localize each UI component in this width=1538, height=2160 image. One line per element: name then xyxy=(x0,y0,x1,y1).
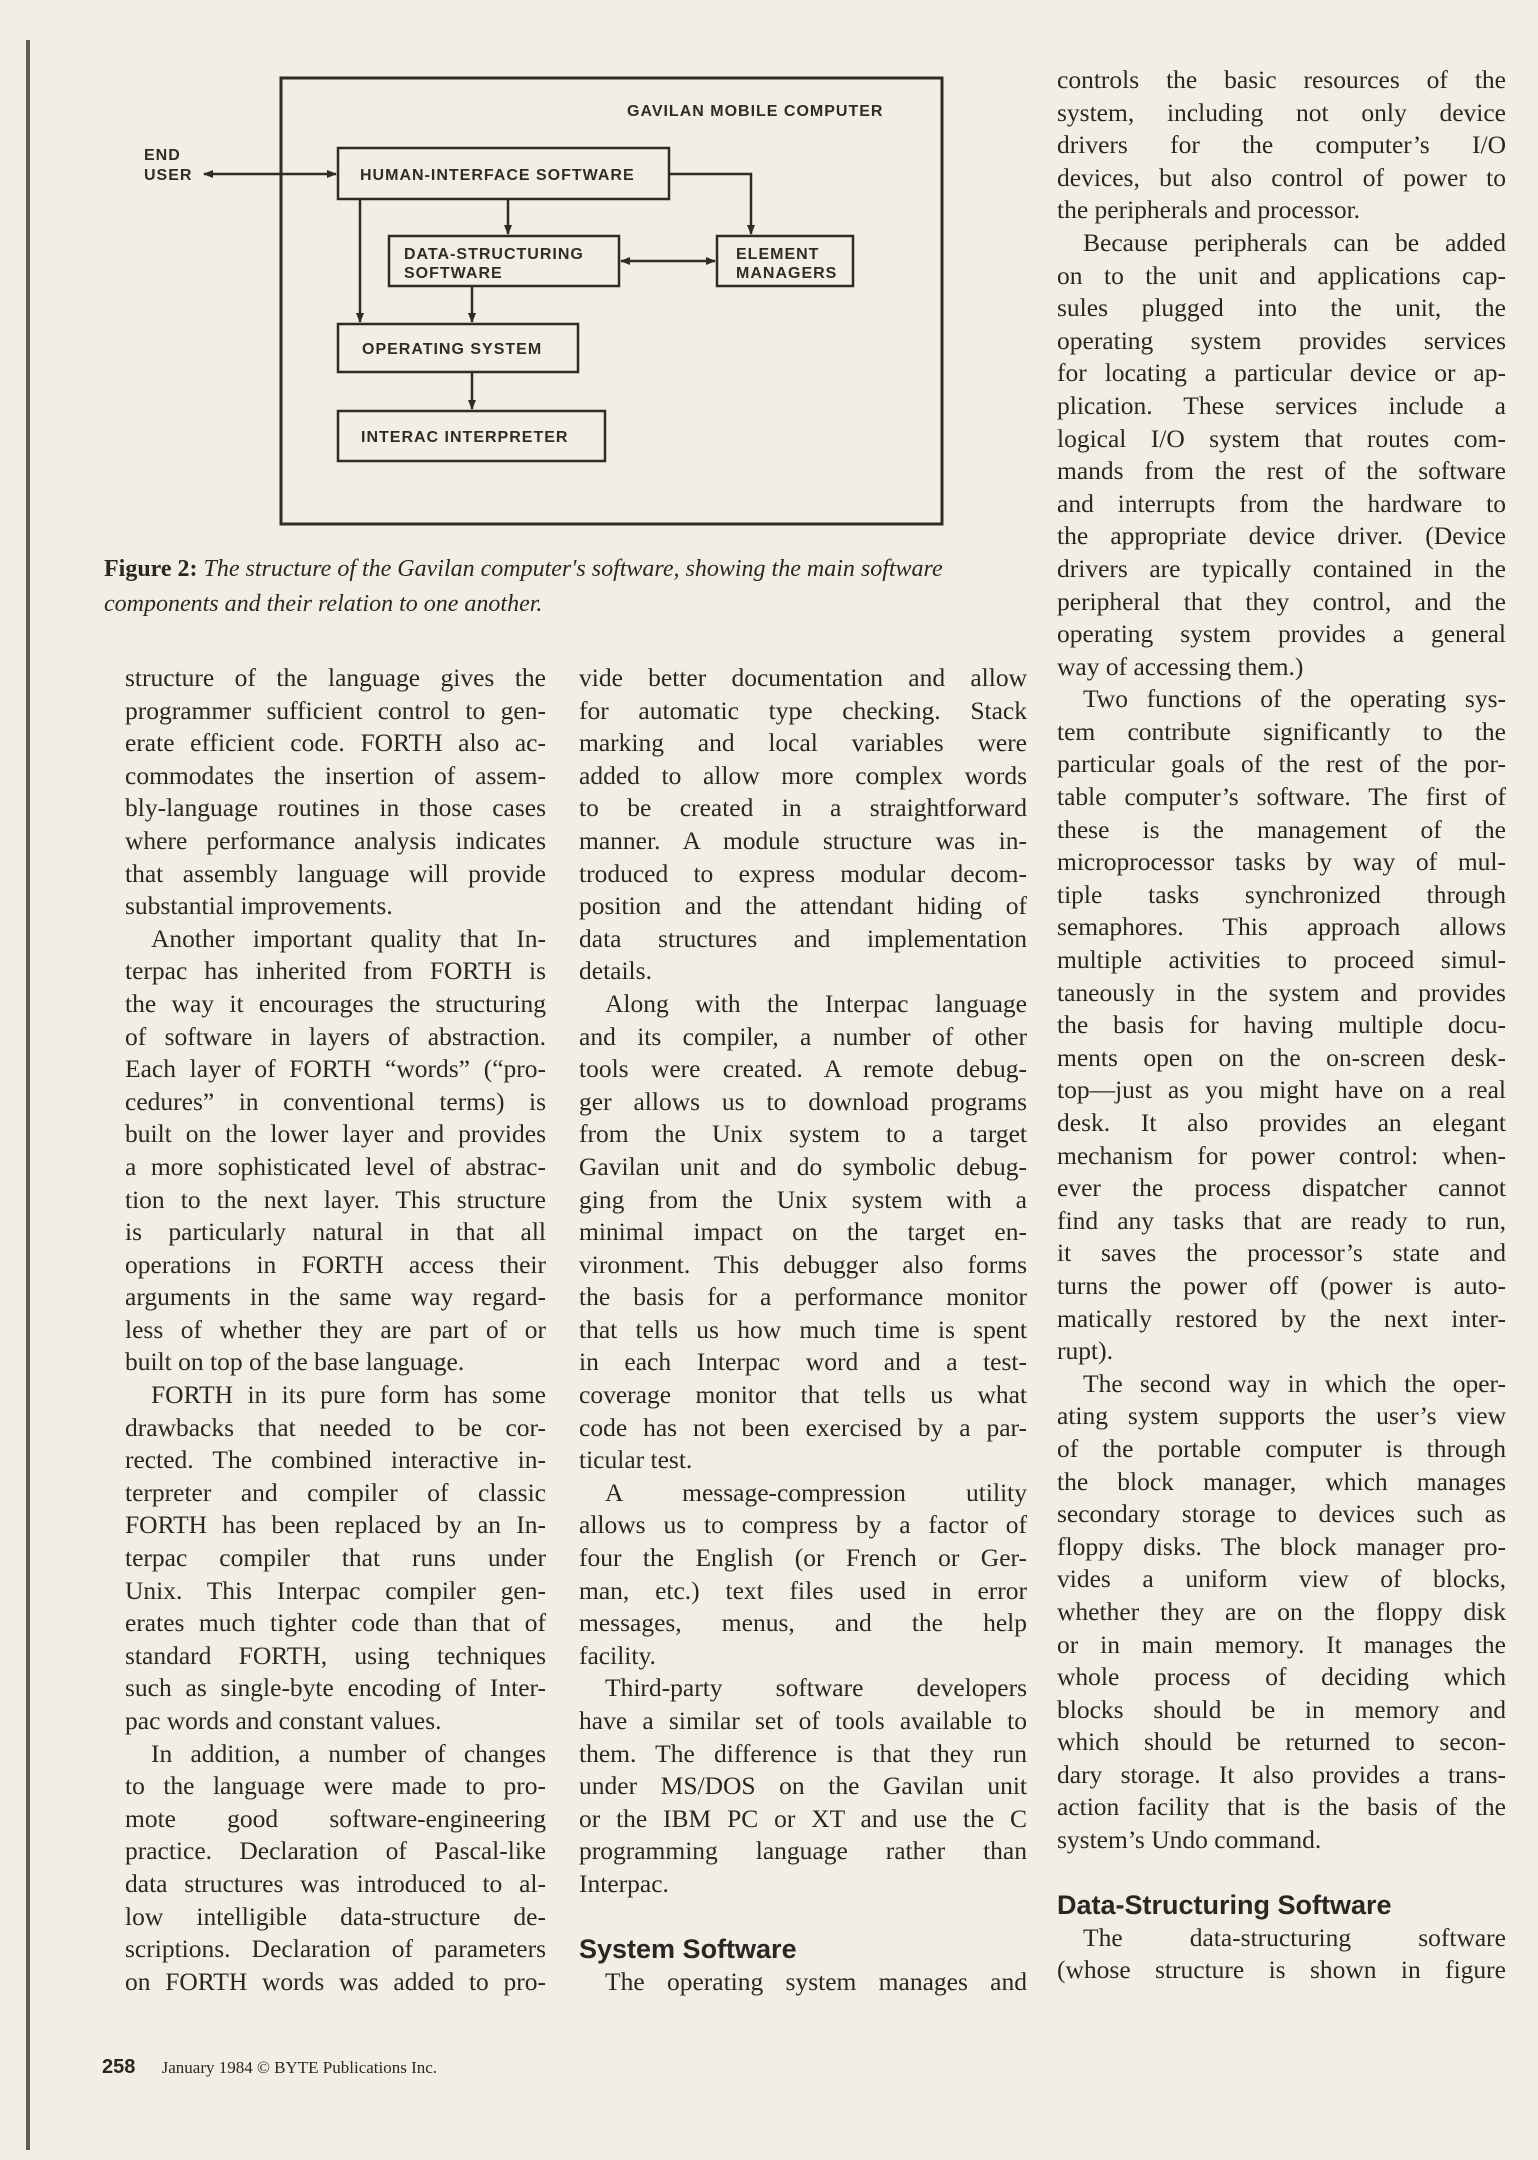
text-line: devices, but also control of power to xyxy=(1057,162,1506,192)
text-line: controls the basic resources of the xyxy=(1057,65,1506,94)
text-line: ger allows us to download programs xyxy=(579,1086,1027,1116)
spacer xyxy=(579,1901,1027,1934)
text-line: on FORTH words was added to pro- xyxy=(125,1966,546,1996)
text-line: peripheral that they control, and the xyxy=(1057,586,1506,616)
paragraph xyxy=(579,662,1027,988)
text-line: substantial improvements. xyxy=(125,891,393,921)
text-line: from the Unix system to a target xyxy=(579,1119,1027,1149)
data-structuring-label: SOFTWARE xyxy=(404,265,503,282)
text-line: it saves the processor’s state and xyxy=(1057,1238,1506,1268)
text-line: desk. It also provides an elegant xyxy=(1057,1108,1506,1137)
paragraph xyxy=(125,1379,546,1738)
text-line: minimal impact on the target en- xyxy=(579,1217,1027,1247)
text-line: Along with the Interpac language xyxy=(605,988,1027,1018)
paragraph xyxy=(579,1477,1027,1673)
text-line: code has not been exercised by a par- xyxy=(579,1412,1027,1442)
text-line: to be created in a straightforward xyxy=(579,793,1027,823)
text-line: position and the attendant hiding of xyxy=(579,891,1027,921)
paragraph xyxy=(125,662,546,923)
spacer xyxy=(1057,1857,1506,1890)
text-line: FORTH in its pure form has some xyxy=(151,1380,546,1410)
text-line: rected. The combined interactive in- xyxy=(125,1445,546,1475)
text-line: The operating system manages and xyxy=(605,1966,1027,1996)
text-line: have a similar set of tools available to xyxy=(579,1706,1027,1735)
text-line: mands from the rest of the software xyxy=(1057,456,1506,486)
text-line: turns the power off (power is auto- xyxy=(1057,1270,1506,1300)
text-line: Another important quality that In- xyxy=(151,923,546,953)
text-line: The data-structuring software xyxy=(1083,1922,1506,1952)
element-managers-label: ELEMENT xyxy=(736,246,820,263)
text-line: erate efficient code. FORTH also ac- xyxy=(125,728,546,758)
text-line: whole process of deciding which xyxy=(1057,1662,1506,1692)
text-line: multiple activities to proceed simul- xyxy=(1057,945,1506,975)
text-line: sules plugged into the unit, the xyxy=(1057,293,1506,323)
text-line: find any tasks that are ready to run, xyxy=(1057,1205,1506,1235)
text-line: mote good software-engineering xyxy=(125,1803,546,1833)
paragraph xyxy=(579,1672,1027,1900)
text-line: system, including not only device xyxy=(1057,97,1506,127)
diagram-title: GAVILAN MOBILE COMPUTER xyxy=(627,103,884,120)
paragraph xyxy=(1057,1368,1506,1857)
text-line: programming language rather than xyxy=(579,1836,1027,1866)
text-line: manner. A module structure was in- xyxy=(579,825,1027,855)
text-line: or the IBM PC or XT and use the C xyxy=(579,1803,1027,1833)
text-line: these is the management of the xyxy=(1057,814,1506,844)
text-line: allows us to compress by a factor of xyxy=(579,1510,1027,1540)
text-line: coverage monitor that tells us what xyxy=(579,1380,1027,1410)
text-line: structure of the language gives the xyxy=(125,663,546,692)
text-line: pac words and constant values. xyxy=(125,1706,442,1735)
text-line: vironment. This debugger also forms xyxy=(579,1249,1027,1279)
text-line: man, etc.) text files used in error xyxy=(579,1575,1027,1605)
paragraph xyxy=(1057,227,1506,683)
text-line: particular goals of the rest of the por- xyxy=(1057,749,1506,779)
paragraph xyxy=(125,1738,546,1999)
paragraph xyxy=(1057,1922,1506,1987)
data-structuring-label: DATA-STRUCTURING xyxy=(404,246,584,263)
text-line: that assembly language will provide xyxy=(125,858,546,888)
human-interface-label: HUMAN-INTERFACE SOFTWARE xyxy=(360,167,635,184)
text-line: way of accessing them.) xyxy=(1057,651,1304,681)
text-line: A message-compression utility xyxy=(605,1477,1027,1507)
text-line: facility. xyxy=(579,1640,656,1670)
text-line: tem contribute significantly to the xyxy=(1057,716,1506,746)
text-line: marking and local variables were xyxy=(579,728,1027,758)
paragraph xyxy=(579,988,1027,1477)
text-line: bly-language routines in those cases xyxy=(125,793,546,823)
text-line: semaphores. This approach allows xyxy=(1057,912,1506,942)
text-line: troduced to express modular decom- xyxy=(579,858,1027,888)
figure-caption xyxy=(104,552,1044,622)
text-line: drivers for the computer’s I/O xyxy=(1057,130,1506,160)
text-line: of software in layers of abstraction. xyxy=(125,1021,546,1051)
text-line: mechanism for power control: when- xyxy=(1057,1140,1506,1170)
text-line: terpac has inherited from FORTH is xyxy=(125,956,546,986)
text-line: Because peripherals can be added xyxy=(1083,227,1506,257)
text-line: system’s Undo command. xyxy=(1057,1825,1322,1855)
text-line: tools were created. A remote debug- xyxy=(579,1054,1027,1084)
hif-to-element-arrow xyxy=(669,174,751,234)
text-line: where performance analysis indicates xyxy=(125,825,546,855)
gavilan-computer-boundary xyxy=(281,78,942,524)
text-line: built on top of the base language. xyxy=(125,1347,465,1377)
text-line: (whose structure is shown in figure xyxy=(1057,1955,1506,1985)
text-line: the appropriate device driver. (Device xyxy=(1057,521,1506,551)
text-line: standard FORTH, using techniques xyxy=(125,1640,546,1670)
paragraph xyxy=(1057,64,1506,227)
text-line: operating system provides a general xyxy=(1057,619,1506,649)
text-line: low intelligible data-structure de- xyxy=(125,1901,546,1931)
text-line: under MS/DOS on the Gavilan unit xyxy=(579,1771,1027,1801)
section-heading: System Software xyxy=(579,1934,797,1965)
text-line: data structures was introduced to al- xyxy=(125,1868,546,1898)
text-line: Gavilan unit and do symbolic debug- xyxy=(579,1151,1027,1181)
text-line: Unix. This Interpac compiler gen- xyxy=(125,1575,546,1605)
text-line: for locating a particular device or ap- xyxy=(1057,358,1506,388)
text-line: built on the lower layer and provides xyxy=(125,1119,546,1149)
text-line: dary storage. It also provides a trans- xyxy=(1057,1759,1506,1789)
text-line: drawbacks that needed to be cor- xyxy=(125,1412,546,1442)
interac-interpreter-label: INTERAC INTERPRETER xyxy=(361,429,569,446)
text-line: logical I/O system that routes com- xyxy=(1057,423,1506,453)
text-line: matically restored by the next inter- xyxy=(1057,1303,1506,1333)
text-line: tiple tasks synchronized through xyxy=(1057,879,1506,909)
text-line: on to the unit and applications cap- xyxy=(1057,260,1506,290)
text-line: FORTH has been replaced by an In- xyxy=(125,1510,546,1540)
text-line: ments open on the on-screen desk- xyxy=(1057,1042,1506,1072)
text-line: microprocessor tasks by way of mul- xyxy=(1057,847,1506,877)
text-line: In addition, a number of changes xyxy=(151,1738,546,1768)
text-line: terpac compiler that runs under xyxy=(125,1543,546,1573)
text-line: is particularly natural in that all xyxy=(125,1217,546,1247)
text-line: The second way in which the oper- xyxy=(1083,1368,1506,1398)
text-line: the way it encourages the structuring xyxy=(125,988,546,1018)
text-line: taneously in the system and provides xyxy=(1057,977,1506,1007)
text-line: rupt). xyxy=(1057,1336,1113,1366)
text-line: action facility that is the basis of the xyxy=(1057,1792,1506,1822)
text-line: messages, menus, and the help xyxy=(579,1608,1027,1638)
text-line: floppy disks. The block manager pro- xyxy=(1057,1531,1506,1561)
text-line: that tells us how much time is spent xyxy=(579,1314,1027,1344)
footer-credit: January 1984 © BYTE Publications Inc. xyxy=(161,2058,438,2077)
paragraph xyxy=(579,1966,1027,1999)
text-line: blocks should be in memory and xyxy=(1057,1694,1506,1724)
text-line: tion to the next layer. This structure xyxy=(125,1184,546,1214)
text-column-3 xyxy=(1057,64,1506,1987)
caption-label: Figure 2: xyxy=(104,556,198,582)
text-line: commodates the insertion of assem- xyxy=(125,760,546,790)
text-line: details. xyxy=(579,956,652,986)
text-line: the peripherals and processor. xyxy=(1057,195,1361,225)
text-line: a more sophisticated level of abstrac- xyxy=(125,1151,546,1181)
caption-text: The structure of the Gavilan computer's software, showing the main software components and their relation to one another. xyxy=(104,556,943,617)
text-line: scriptions. Declaration of parameters xyxy=(125,1934,546,1964)
text-line: the block manager, which manages xyxy=(1057,1466,1506,1496)
text-column-1 xyxy=(125,662,546,1998)
text-line: of the portable computer is through xyxy=(1057,1433,1506,1463)
text-line: top—just as you might have on a real xyxy=(1057,1075,1506,1105)
text-line: such as single-byte encoding of Inter- xyxy=(125,1673,546,1703)
paragraph xyxy=(1057,683,1506,1367)
page-number: 258 xyxy=(102,2056,136,2078)
text-line: ever the process dispatcher cannot xyxy=(1057,1173,1506,1203)
text-line: whether they are on the floppy disk xyxy=(1057,1596,1506,1626)
text-line: plication. These services include a xyxy=(1057,390,1506,420)
text-line: the basis for having multiple docu- xyxy=(1057,1010,1506,1040)
text-line: secondary storage to devices such as xyxy=(1057,1499,1506,1529)
text-line: and its compiler, a number of other xyxy=(579,1021,1027,1051)
text-line: the basis for a performance monitor xyxy=(579,1282,1027,1312)
text-line: arguments in the same way regard- xyxy=(125,1282,546,1312)
text-line: Two functions of the operating sys- xyxy=(1083,684,1506,714)
element-managers-label: MANAGERS xyxy=(736,265,838,282)
text-line: vides a uniform view of blocks, xyxy=(1057,1564,1506,1594)
text-line: programmer sufficient control to gen- xyxy=(125,695,546,725)
end-user-label: END xyxy=(144,147,181,164)
text-line: operating system provides services xyxy=(1057,325,1506,355)
text-line: ating system supports the user’s view xyxy=(1057,1401,1506,1431)
text-line: operations in FORTH access their xyxy=(125,1249,546,1279)
text-line: practice. Declaration of Pascal-like xyxy=(125,1836,546,1866)
text-line: added to allow more complex words xyxy=(579,760,1027,790)
text-line: table computer’s software. The first of xyxy=(1057,782,1506,812)
text-line: in each Interpac word and a test- xyxy=(579,1347,1027,1377)
text-line: drivers are typically contained in the xyxy=(1057,553,1506,583)
text-line: Each layer of FORTH “words” (“pro- xyxy=(125,1054,546,1084)
text-line: terpreter and compiler of classic xyxy=(125,1477,546,1507)
page-footer xyxy=(102,2056,437,2079)
text-line: which should be returned to secon- xyxy=(1057,1727,1506,1757)
text-line: ticular test. xyxy=(579,1445,693,1475)
text-line: four the English (or French or Ger- xyxy=(579,1543,1027,1573)
section-heading: Data-Structuring Software xyxy=(1057,1890,1392,1921)
operating-system-label: OPERATING SYSTEM xyxy=(362,341,543,358)
text-line: data structures and implementation xyxy=(579,923,1027,953)
text-line: them. The difference is that they run xyxy=(579,1738,1027,1768)
text-line: less of whether they are part of or xyxy=(125,1314,546,1344)
text-line: erates much tighter code than that of xyxy=(125,1608,546,1638)
paragraph xyxy=(125,923,546,1379)
text-line: and interrupts from the hardware to xyxy=(1057,488,1506,518)
text-column-2 xyxy=(579,662,1027,1998)
text-line: Interpac. xyxy=(579,1868,669,1898)
text-line: vide better documentation and allow xyxy=(579,663,1027,692)
text-line: Third-party software developers xyxy=(605,1673,1027,1703)
text-line: to the language were made to pro- xyxy=(125,1771,546,1801)
text-line: ging from the Unix system with a xyxy=(579,1184,1027,1214)
text-line: or in main memory. It manages the xyxy=(1057,1629,1506,1659)
text-line: for automatic type checking. Stack xyxy=(579,695,1027,725)
end-user-label: USER xyxy=(144,167,193,184)
text-line: cedures” in conventional terms) is xyxy=(125,1086,546,1116)
